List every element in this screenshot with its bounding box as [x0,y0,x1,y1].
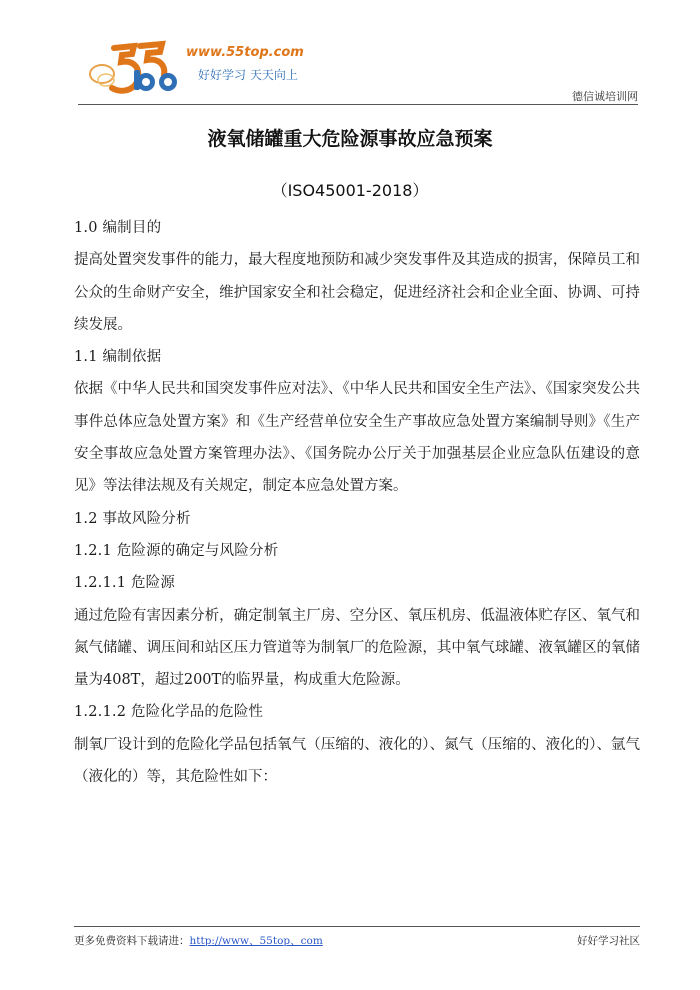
site-logo[interactable] [82,40,342,100]
body-paragraph: 提高处置突发事件的能力，最大程度地预防和减少突发事件及其造成的损害，保障员工和公众的生命财产安全，维护国家安全和社会稳定，促进经济社会和企业全面、协调、可持续发展。 [74,252,640,333]
document-title: 液氧储罐重大危险源事故应急预案 [207,128,493,150]
body-paragraph: 依据《中华人民共和国突发事件应对法》、《中华人民共和国安全生产法》、《国家突发公共事件总体应急处置方案》和《生产经营单位安全生产事故应急处置方案编制导则》《生产安全事故应急处置方案管理办法》、《国务院办公厅关于加强基层企业应急队伍建设的意见》等法律法规及有关规定，制定本应急处置方案。 [74,381,640,495]
section-heading: 1.1 编制依据 [74,349,162,366]
page-header [78,40,638,104]
document-body [74,212,640,793]
section-heading: 1.0 编制目的 [74,220,162,236]
logo-url-text: www.55top.com [186,45,304,60]
body-paragraph: 制氧厂设计到的危险化学品包括氧气（压缩的、液化的）、氮气（压缩的、液化的）、氩气（液化的）等，其危险性如下： [74,736,640,786]
footer-label: 更多免费资料下载请进： [74,935,190,947]
header-site-name: 德信诚培训网 [572,90,638,103]
logo-55-mark-icon [82,40,186,100]
footer-community-name: 好好学习社区 [577,935,640,947]
footer-divider [74,926,640,927]
footer-download-note [74,933,323,948]
section-heading: 1.2.1 危险源的确定与风险分析 [74,542,279,559]
section-heading: 1.2.1.2 危险化学品的危险性 [74,704,264,721]
body-paragraph: 通过危险有害因素分析，确定制氧主厂房、空分区、氧压机房、低温液体贮存区、氧气和氮气储罐、调压间和站区压力管道等为制氧厂的危险源，其中氧气球罐、液氧罐区的氧储量为408T，超过200T的临界量，构成重大危险源。 [74,607,640,689]
footer-link[interactable]: http://www、55top、com [189,935,323,947]
section-heading: 1.2.1.1 危险源 [74,575,176,592]
document-subtitle: （ISO45001-2018） [271,181,429,200]
logo-slogan-text: 好好学习 天天向上 [198,68,298,82]
section-heading: 1.2 事故风险分析 [74,510,191,527]
header-divider [78,104,638,105]
